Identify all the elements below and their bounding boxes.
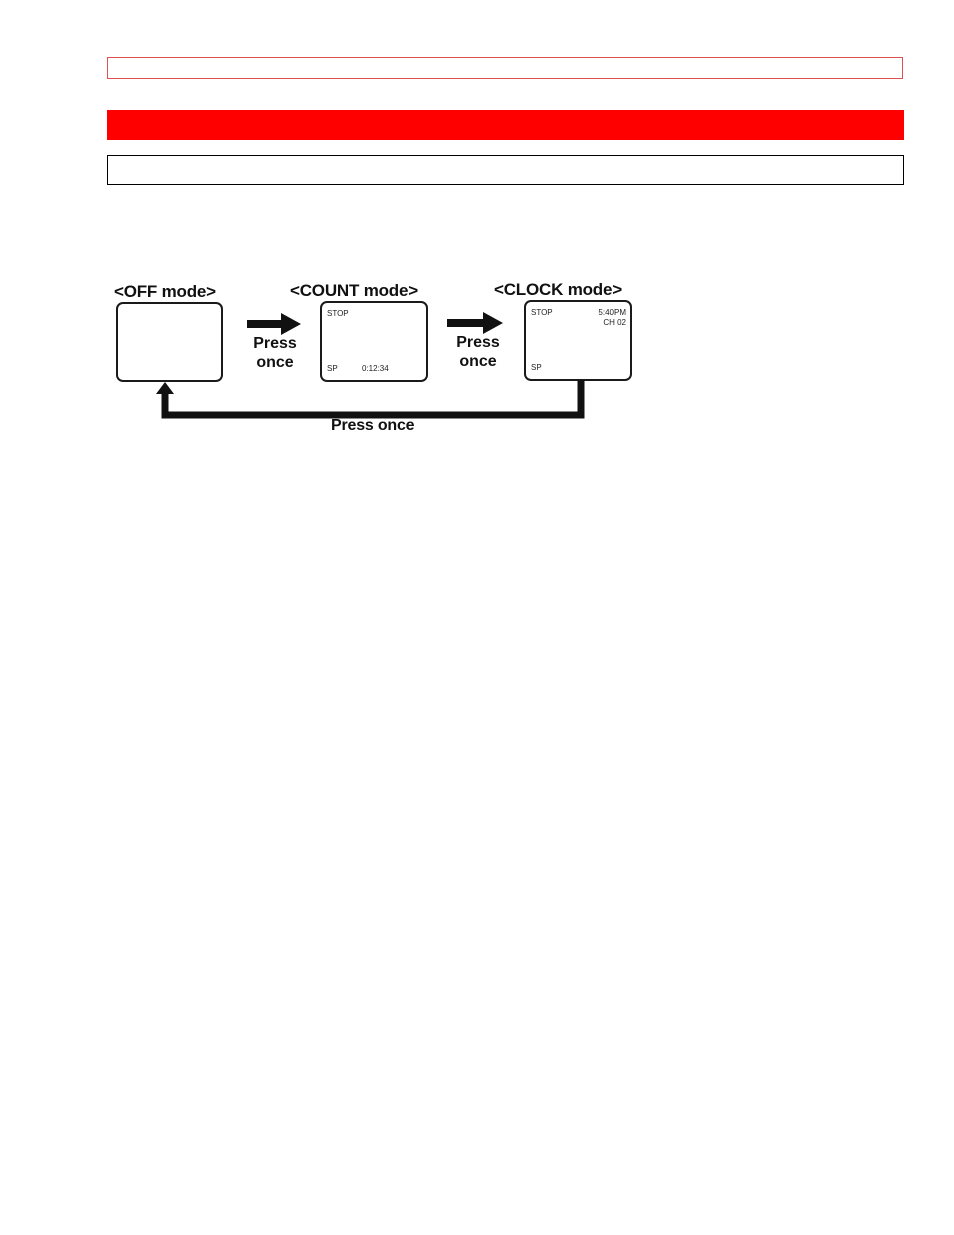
clock-osd-stop: STOP	[531, 308, 553, 317]
press-once-2-line2: once	[459, 353, 497, 370]
right-arrow-icon	[447, 312, 503, 334]
off-mode-label: <OFF mode>	[114, 282, 216, 301]
clock-mode-label: <CLOCK mode>	[494, 280, 622, 299]
clock-osd-time: 5:40PM	[598, 308, 626, 317]
press-once-1-line1: Press	[253, 335, 297, 352]
count-mode-label: <COUNT mode>	[290, 281, 418, 300]
right-arrow-icon	[247, 313, 301, 335]
count-mode-screen	[320, 301, 428, 382]
press-once-label-2	[451, 333, 505, 371]
count-osd-sp: SP	[327, 364, 338, 373]
return-press-once-label: Press once	[331, 417, 415, 434]
clock-osd-channel: CH 02	[603, 318, 626, 327]
clock-osd-sp: SP	[531, 363, 542, 372]
press-once-1-line2: once	[256, 354, 294, 371]
press-once-label-1	[248, 334, 302, 372]
press-once-2-line1: Press	[456, 334, 500, 351]
count-osd-counter: 0:12:34	[362, 364, 389, 373]
count-osd-stop: STOP	[327, 309, 349, 318]
off-mode-screen	[116, 302, 223, 382]
clock-mode-screen	[524, 300, 632, 381]
